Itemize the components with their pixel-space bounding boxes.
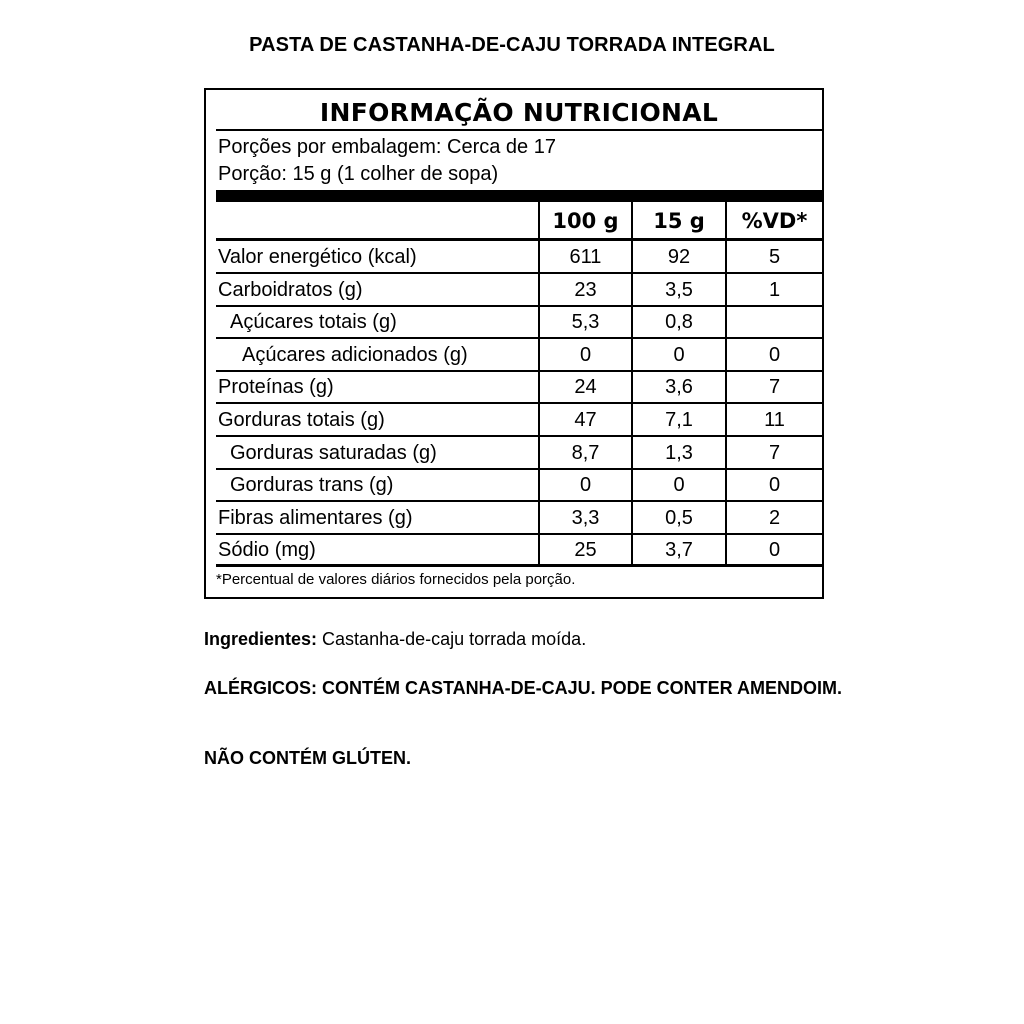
value-vd: 0	[768, 474, 781, 497]
value-per-15g: 0,5	[665, 506, 693, 529]
table-title: INFORMAÇÃO NUTRICIONAL	[319, 98, 719, 127]
gluten-statement: NÃO CONTÉM GLÚTEN.	[204, 748, 411, 768]
value-vd: 1	[768, 278, 781, 301]
value-per-15g: 3,7	[665, 539, 693, 562]
table-row	[216, 339, 822, 372]
value-per-15g: 1,3	[665, 441, 693, 464]
thick-divider	[216, 190, 822, 202]
nutrient-name: Fibras alimentares (g)	[218, 506, 413, 529]
value-per-15g: 0,8	[665, 311, 693, 334]
nutrition-facts-table	[204, 88, 824, 599]
value-per-100g: 0	[579, 474, 592, 497]
value-per-15g: 3,5	[665, 278, 693, 301]
value-per-15g: 3,6	[665, 376, 693, 399]
value-vd: 7	[768, 441, 781, 464]
table-row	[216, 437, 822, 470]
value-vd: 11	[764, 409, 785, 431]
nutrient-name: Açúcares adicionados (g)	[242, 343, 468, 366]
value-vd: 2	[768, 506, 781, 529]
value-vd: 5	[768, 246, 781, 268]
table-row	[216, 306, 822, 339]
nutrient-name: Valor energético (kcal)	[218, 246, 417, 268]
allergen-statement: ALÉRGICOS: CONTÉM CASTANHA-DE-CAJU. PODE CONTER AMENDOIM.	[204, 678, 842, 698]
table-row	[216, 534, 822, 567]
column-header-100g: 100 g	[552, 209, 619, 233]
title-divider	[216, 129, 822, 131]
nutrient-name: Gorduras saturadas (g)	[230, 441, 437, 464]
ingredients	[204, 627, 586, 651]
value-per-15g: 0	[673, 343, 685, 366]
ingredients-text: Castanha-de-caju torrada moída.	[322, 629, 587, 649]
value-per-15g: 92	[667, 246, 691, 268]
value-vd: 0	[768, 539, 781, 562]
column-header-vd: %VD*	[741, 209, 808, 233]
value-per-15g: 7,1	[665, 409, 693, 431]
servings-per-package: Porções por embalagem: Cerca de 17	[218, 136, 556, 158]
product-title: PASTA DE CASTANHA-DE-CAJU TORRADA INTEGRAL	[249, 34, 775, 56]
table-row	[216, 502, 822, 535]
value-per-100g: 47	[574, 409, 597, 431]
value-per-100g: 5,3	[571, 311, 600, 334]
bottom-divider	[216, 564, 822, 567]
footnote: *Percentual de valores diários fornecidos pela porção.	[216, 571, 576, 588]
value-per-100g: 23	[574, 278, 597, 301]
table-row	[216, 469, 822, 502]
nutrient-name: Sódio (mg)	[218, 539, 316, 562]
value-per-100g: 24	[574, 376, 597, 399]
nutrient-name: Açúcares totais (g)	[230, 311, 397, 334]
value-per-100g: 3,3	[571, 506, 600, 529]
value-vd: 0	[768, 343, 781, 366]
serving-size: Porção: 15 g (1 colher de sopa)	[218, 163, 499, 185]
value-per-100g: 25	[574, 539, 597, 562]
ingredients-label: Ingredientes:	[204, 629, 318, 649]
value-per-100g: 611	[569, 246, 602, 268]
nutrient-name: Gorduras trans (g)	[230, 474, 394, 497]
value-per-100g: 8,7	[571, 441, 600, 464]
table-row	[216, 241, 822, 274]
table-row	[216, 404, 822, 437]
column-header-15g: 15 g	[653, 209, 705, 233]
table-row	[216, 371, 822, 404]
nutrient-name: Carboidratos (g)	[218, 278, 363, 301]
value-vd: 7	[768, 376, 781, 399]
value-per-100g: 0	[579, 343, 592, 366]
nutrient-name: Proteínas (g)	[218, 376, 334, 399]
value-per-15g: 0	[673, 474, 685, 497]
table-row	[216, 274, 822, 307]
nutrient-name: Gorduras totais (g)	[218, 409, 385, 431]
